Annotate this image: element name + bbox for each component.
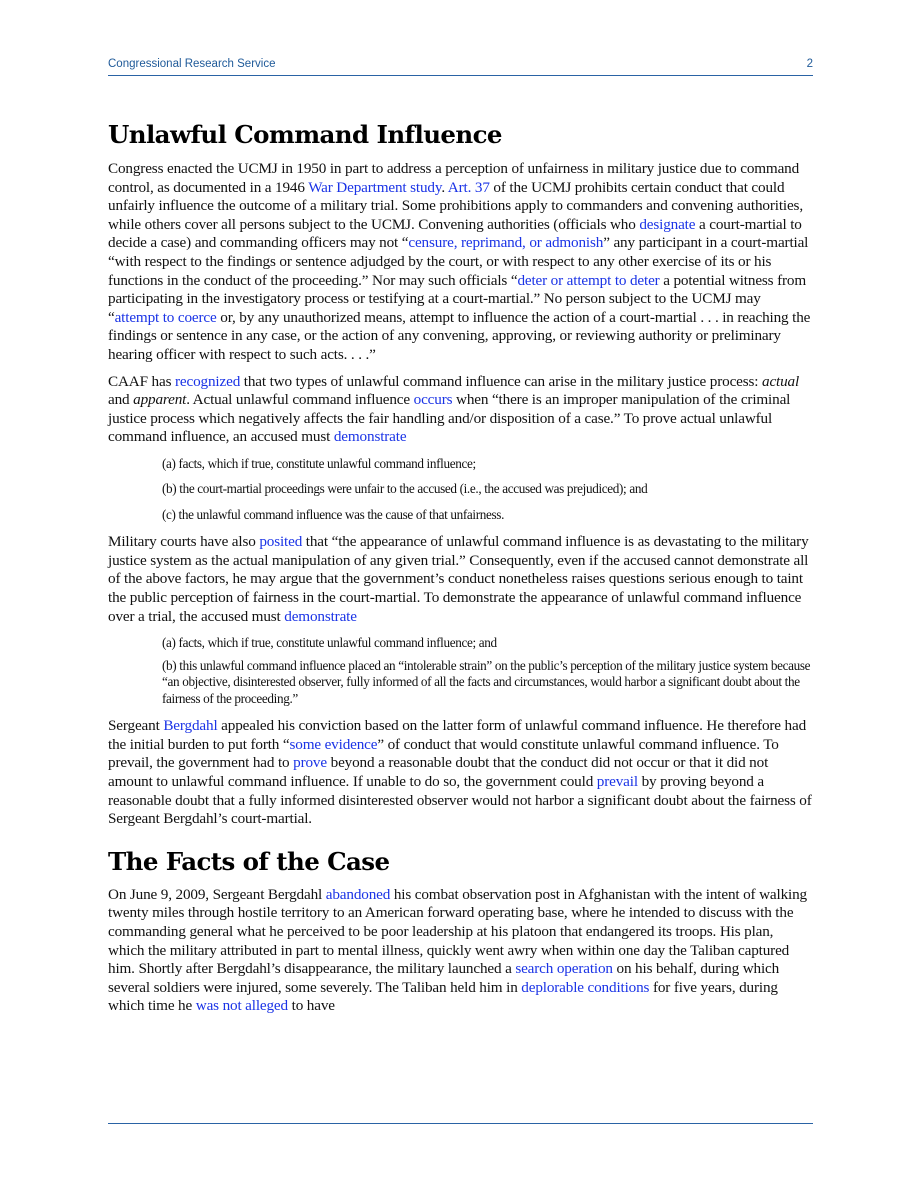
link-bergdahl[interactable]: Bergdahl <box>163 717 218 735</box>
paragraph-ucmj-history <box>108 160 813 365</box>
list-item: (b) the court-martial proceedings were unfair to the accused (i.e., the accused was prejudiced); and <box>162 481 648 497</box>
link-prove[interactable]: prove <box>293 754 327 772</box>
emphasis-apparent: apparent <box>133 391 187 409</box>
text-run: CAAF has <box>108 372 176 390</box>
document-body <box>108 118 813 1024</box>
link-prevail[interactable]: prevail <box>596 773 638 791</box>
text-run: for five years, during which time he <box>108 978 778 1015</box>
actual-influence-elements-list <box>162 455 813 523</box>
running-header <box>108 58 813 74</box>
text-run: ” any participant in a court-martial “with respect to the findings or sentence adjudged by the court, or with respect to any other exercise of its or his functions in the conduct of the proceeding.” Nor may such officials “ <box>108 234 809 289</box>
text-run: that two types of unlawful command influence can arise in the military justice process: <box>240 372 762 390</box>
text-run: and <box>108 391 134 409</box>
link-some-evidence[interactable]: some evidence <box>289 735 378 753</box>
link-occurs[interactable]: occurs <box>413 391 453 409</box>
link-search-operation[interactable]: search operation <box>515 960 613 978</box>
paragraph-bergdahl-appeal <box>108 717 813 829</box>
apparent-influence-elements-list <box>162 634 813 707</box>
link-demonstrate-actual[interactable]: demonstrate <box>333 428 407 446</box>
paragraph-caaf-types <box>108 373 813 447</box>
paragraph-apparent-influence <box>108 533 813 626</box>
header-title: Congressional Research Service <box>108 58 276 70</box>
text-run: . <box>441 178 448 196</box>
text-run: Military courts have also <box>108 533 260 551</box>
emphasis-actual: actual <box>762 372 800 390</box>
list-item: (b) this unlawful command influence placed an “intolerable strain” on the public’s perception of the military justice system because “an objective, disinterested observer, fully informed of all the facts and circumstances, would harbor a significant doubt about the fairness of the proceeding.” <box>162 657 811 706</box>
link-demonstrate-apparent[interactable]: demonstrate <box>284 607 357 625</box>
text-run: a potential witness from participating in the investigatory process or testifying at a court-martial.” No person subject to the UCMJ may “ <box>108 271 806 326</box>
text-run: appealed his conviction based on the latter form of unlawful command influence. He therefore had the initial burden to put forth “ <box>108 717 807 753</box>
section-heading-unlawful-command-influence: Unlawful Command Influence <box>108 120 502 149</box>
link-deplorable-conditions[interactable]: deplorable conditions <box>521 978 650 996</box>
list-item: (a) facts, which if true, constitute unlawful command influence; <box>162 455 476 471</box>
link-recognized[interactable]: recognized <box>175 372 241 390</box>
text-run: of the UCMJ prohibits certain conduct that could unfairly influence the outcome of a military trial. Some prohibitions apply to commanders and convening authorities, while others cover all persons subject to the UCMJ. Convening authorities (officials who <box>108 178 803 233</box>
link-attempt-to-coerce[interactable]: attempt to coerce <box>114 308 217 326</box>
section-heading-facts-of-the-case: The Facts of the Case <box>108 846 390 876</box>
text-run: when “there is an improper manipulation of the criminal justice process which negatively affects the fair handling and/or disposition of a case.” To prove actual unlawful command influence, an accused must <box>108 391 791 446</box>
list-item: (c) the unlawful command influence was the cause of that unfairness. <box>162 506 505 522</box>
link-was-not-alleged[interactable]: was not alleged <box>195 997 288 1015</box>
link-designate[interactable]: designate <box>639 215 696 233</box>
text-run: by proving beyond a reasonable doubt that a fully informed disinterested observer would not harbor a significant doubt about the fairness of Sergeant Bergdahl’s court-martial. <box>108 773 812 828</box>
text-run: . Actual unlawful command influence <box>186 391 414 409</box>
paragraph-facts <box>108 886 813 1016</box>
text-run: Congress enacted the UCMJ in 1950 in part to address a perception of unfairness in military justice due to command control, as documented in a 1946 <box>108 160 800 196</box>
text-run: his combat observation post in Afghanistan with the intent of walking twenty miles through hostile territory to an American forward operating base, where he intended to discuss with the commanding general what he perceived to be poor leadership at his platoon that endangered its troops. His plan, which the military attributed in part to mental illness, quickly went awry when within one day the Taliban captured him. Shortly after Bergdahl’s disappearance, the military launched a <box>108 885 807 978</box>
link-censure-reprimand-admonish[interactable]: censure, reprimand, or admonish <box>408 234 604 252</box>
header-divider <box>108 75 813 76</box>
text-run: that “the appearance of unlawful command influence is as devastating to the military justice system as the actual manipulation of any given trial.” Consequently, even if the accused cannot demonstrate all of the above factors, he may argue that the government’s conduct nonetheless raises questions serious enough to taint the public perception of fairness in the court-martial. To demonstrate the appearance of unlawful command influence over a trial, the accused must <box>108 533 809 625</box>
text-run: a court-martial to decide a case) and commanding officers may not “ <box>108 215 802 252</box>
footer-divider <box>108 1123 813 1124</box>
text-run: On June 9, 2009, Sergeant Bergdahl <box>108 885 326 903</box>
link-deter-or-attempt-to-deter[interactable]: deter or attempt to deter <box>517 271 660 289</box>
text-run: to have <box>287 997 335 1015</box>
text-run: beyond a reasonable doubt that the conduct did not occur or that it did not amount to unlawful command influence. If unable to do so, the government could <box>108 754 769 791</box>
link-posited[interactable]: posited <box>259 533 303 551</box>
link-abandoned[interactable]: abandoned <box>325 885 391 903</box>
link-art-37[interactable]: Art. 37 <box>447 178 490 196</box>
text-run: Sergeant <box>108 717 164 735</box>
page-number: 2 <box>806 58 813 70</box>
list-item: (a) facts, which if true, constitute unlawful command influence; and <box>162 635 497 651</box>
link-war-department-study[interactable]: War Department study <box>308 178 442 196</box>
text-run: on his behalf, during which several soldiers were injured, some severely. The Taliban held him in <box>108 960 780 996</box>
text-run: ” of conduct that would constitute unlawful command influence. To prevail, the government had to <box>108 735 779 772</box>
text-run: or, by any unauthorized means, attempt to influence the action of a court-martial . . . in reaching the findings or sentence in any case, or the action of any convening, approving, or reviewing authority or preliminary hearing officer with respect to such acts. . . .” <box>108 308 811 363</box>
